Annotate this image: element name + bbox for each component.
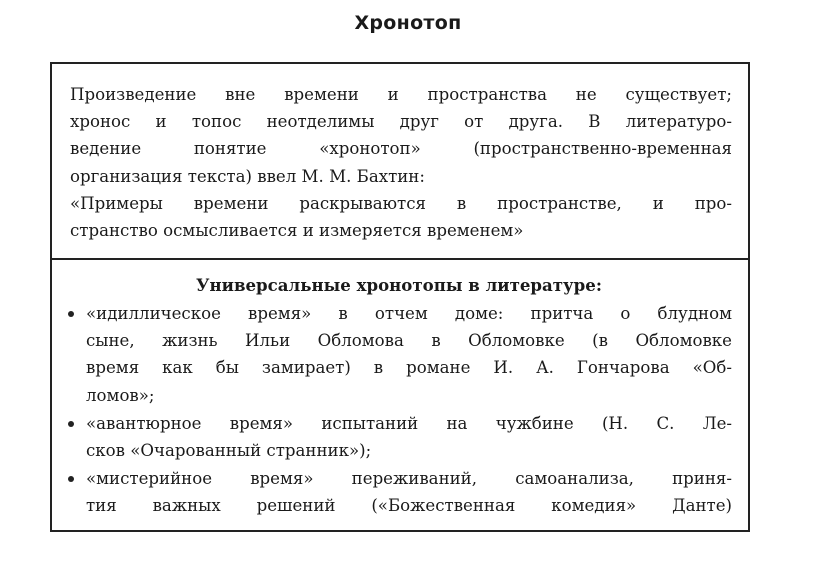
intro-line: организация текста) ввел М. М. Бахтин:	[70, 166, 425, 186]
item-line: «мистерийное время» переживаний, самоанализа, приня-	[86, 469, 732, 489]
item-line: время как бы замирает) в романе И. А. Гончарова «Об-	[86, 358, 732, 378]
intro-text	[70, 81, 732, 244]
list-item	[66, 465, 732, 519]
intro-line: ведение понятие «хронотоп» (пространственно-временная	[70, 139, 732, 159]
intro-line: странство осмысливается и измеряется временем»	[70, 221, 524, 241]
chronotope-box	[50, 62, 750, 532]
intro-line: хронос и топос неотделимы друг от друга. В литературо-	[70, 112, 732, 132]
item-line: «идиллическое время» в отчем доме: притча о блудном	[86, 304, 732, 323]
list-item	[66, 410, 732, 464]
universal-heading: Универсальные хронотопы в литературе:	[196, 275, 602, 295]
item-line: тия важных решений («Божественная комедия» Данте)	[86, 496, 732, 516]
bullet-icon	[68, 476, 74, 482]
bullet-icon	[68, 311, 74, 317]
list-item	[66, 300, 732, 409]
item-line: «авантюрное время» испытаний на чужбине (Н. С. Ле-	[86, 413, 732, 433]
item-line: сыне, жизнь Ильи Обломова в Обломовке (в Обломовке	[86, 331, 732, 351]
page-title: Хронотоп	[354, 12, 462, 34]
item-line: ломов»;	[86, 385, 155, 405]
bullet-icon	[68, 421, 74, 427]
universal-section	[52, 260, 748, 521]
item-line: сков «Очарованный странник»);	[86, 441, 372, 461]
intro-line: Произведение вне времени и пространства не существует;	[70, 85, 732, 104]
intro-section	[52, 64, 748, 260]
intro-line: «Примеры времени раскрываются в пространстве, и про-	[70, 193, 732, 213]
chronotope-list	[66, 300, 732, 520]
